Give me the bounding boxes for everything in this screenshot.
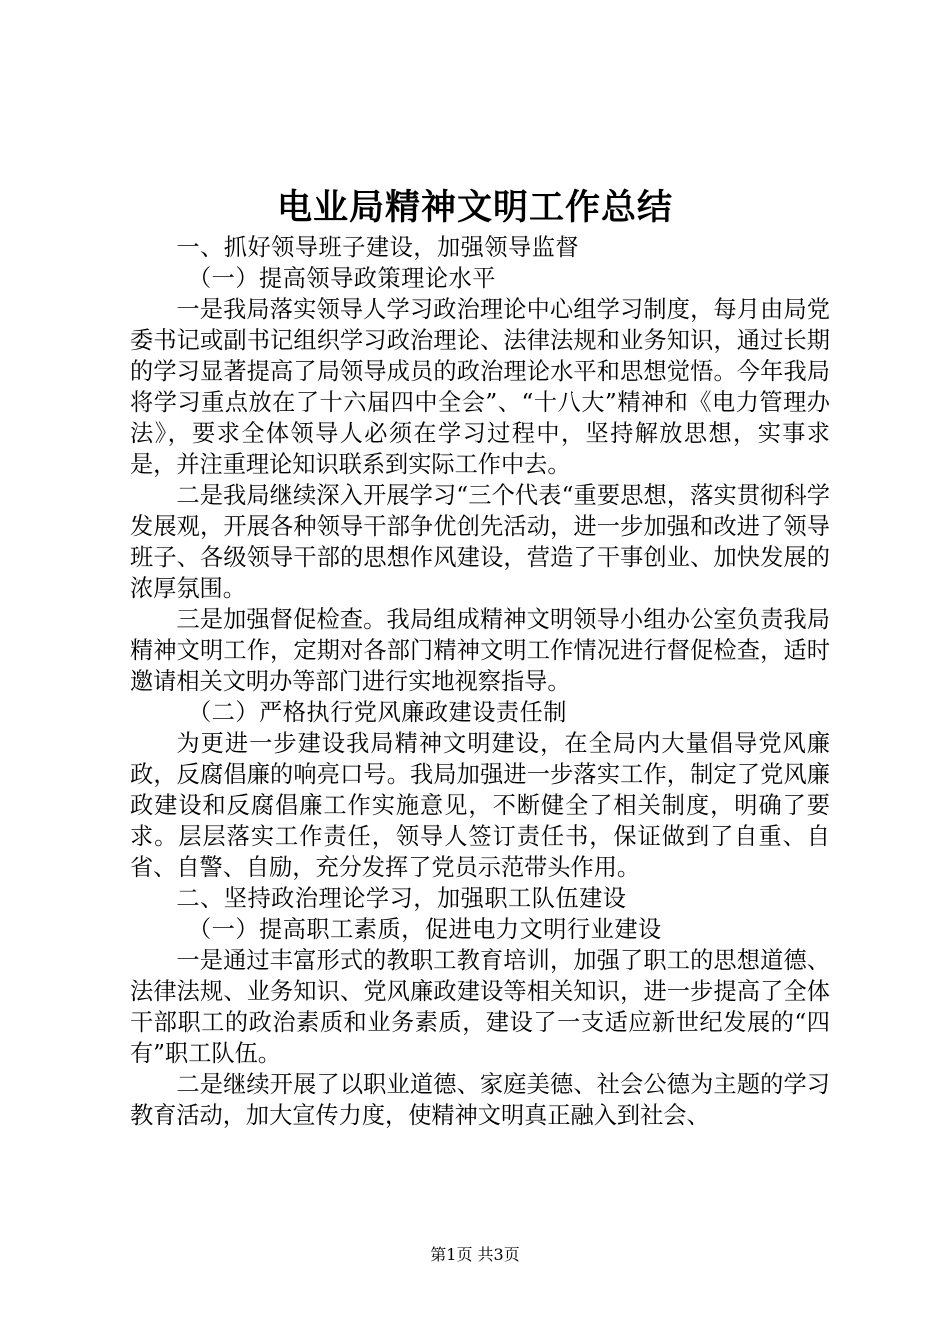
subsection-heading: （一）提高领导政策理论水平 [188, 265, 496, 292]
body-paragraph: 为更进一步建设我局精神文明建设，在全局内大量倡导党风廉政，反腐倡廉的响亮口号。我局加强进一步落实工作，制定了党风廉政建设和反腐倡廉工作实施意见，不断健全了相关制度，明确了要求。层层落实工作责任，领导人签订责任书，保证做到了自重、自省、自警、自励，充分发挥了党员示范带头作用。 [130, 730, 830, 881]
body-paragraph: 三是加强督促检查。我局组成精神文明领导小组办公室负责我局精神文明工作，定期对各部门精神文明工作情况进行督促检查，适时邀请相关文明办等部门进行实地视察指导。 [130, 606, 830, 695]
body-paragraph: 一是通过丰富形式的教职工教育培训，加强了职工的思想道德、法律法规、业务知识、党风廉政建设等相关知识，进一步提高了全体干部职工的政治素质和业务素质，建设了一支适应新世纪发展的“四有”职工队伍。 [130, 947, 830, 1067]
document-title: 电业局精神文明工作总结 [276, 187, 673, 228]
subsection-heading: （一）提高职工素质，促进电力文明行业建设 [188, 916, 662, 943]
subsection-heading: （二）严格执行党风廉政建设责任制 [188, 699, 567, 726]
body-paragraph: 二是我局继续深入开展学习“三个代表“重要思想，落实贯彻科学发展观，开展各种领导干部争优创先活动，进一步加强和改进了领导班子、各级领导干部的思想作风建设，营造了干事创业、加快发展的浓厚氛围。 [130, 482, 830, 602]
section-heading: 一、抓好领导班子建设，加强领导监督 [176, 234, 580, 261]
body-paragraph: 二是继续开展了以职业道德、家庭美德、社会公德为主题的学习教育活动，加大宣传力度，使精神文明真正融入到社会、 [130, 1071, 830, 1129]
body-paragraph: 一是我局落实领导人学习政治理论中心组学习制度，每月由局党委书记或副书记组织学习政治理论、法律法规和业务知识，通过长期的学习显著提高了局领导成员的政治理论水平和思想觉悟。今年我局将学习重点放在了十六届四中全会”、“十八大”精神和《电力管理办法》，要求全体领导人必须在学习过程中，坚持解放思想，实事求是，并注重理论知识联系到实际工作中去。 [130, 296, 830, 478]
section-heading: 二、坚持政治理论学习，加强职工队伍建设 [176, 885, 627, 912]
document-body [130, 232, 830, 1131]
page-footer: 第1页 共3页 [430, 1245, 520, 1264]
